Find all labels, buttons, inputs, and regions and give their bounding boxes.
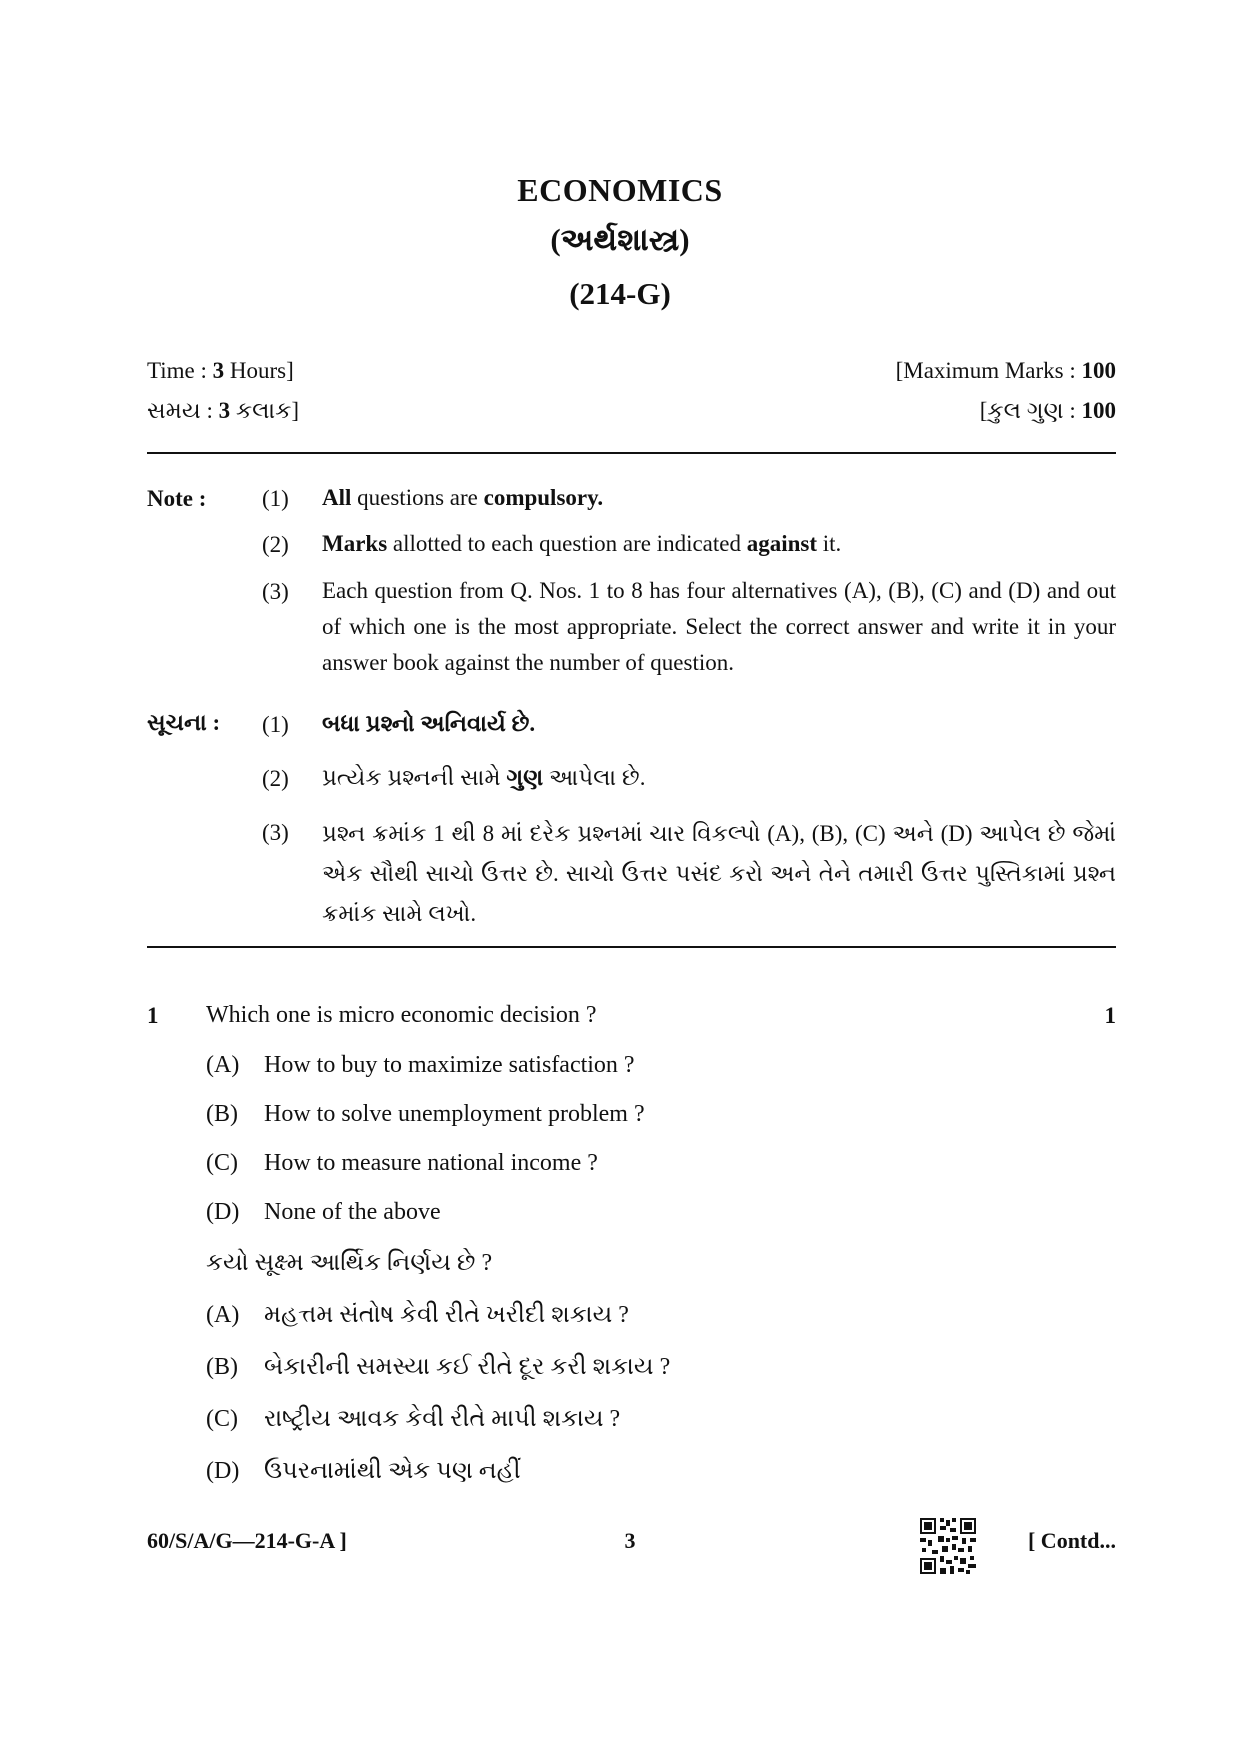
divider-top <box>147 452 1116 454</box>
note-bold: compulsory. <box>483 485 604 510</box>
suchna-item-number: (2) <box>262 766 289 791</box>
paper-code: 60/S/A/G—214-G-A ] <box>147 1528 347 1553</box>
max-marks-label: [Maximum Marks : <box>895 358 1082 383</box>
option-text: None of the above <box>264 1199 441 1225</box>
option-label: (A) <box>206 1052 240 1078</box>
max-marks-value: 100 <box>1081 358 1116 383</box>
continued-marker: [ Contd... <box>1027 1528 1116 1553</box>
suchna-text: પ્રત્યેક પ્રશ્નની સામે <box>322 765 507 790</box>
suchna-item-number: (1) <box>262 712 289 737</box>
question-text-gujarati: કયો સૂક્ષ્મ આર્થિક નિર્ણય છે ? <box>206 1250 493 1276</box>
samay-unit: કલાક] <box>230 398 300 423</box>
suchna-label: સૂચના : <box>147 710 221 735</box>
option-label: (D) <box>206 1199 240 1225</box>
option-label: (C) <box>206 1406 238 1432</box>
samay-label: સમય : <box>147 398 219 423</box>
note-text: it. <box>817 531 842 556</box>
note-item-number: (3) <box>262 579 289 604</box>
option-label: (D) <box>206 1458 240 1484</box>
option-b <box>206 1101 645 1128</box>
option-label: (B) <box>206 1354 238 1380</box>
option-label: (C) <box>206 1150 238 1176</box>
question-marks: 1 <box>1104 1003 1116 1028</box>
kul-value: 100 <box>1081 398 1116 423</box>
note-bold: Marks <box>322 531 388 556</box>
subject-title: ECONOMICS <box>517 172 723 208</box>
note-item-3: Each question from Q. Nos. 1 to 8 has four alternatives (A), (B), (C) and (D) and out of which one is the most appropriate. Select the correct answer and write it in your answer book against the number of question. <box>322 578 1116 675</box>
option-text: How to solve unemployment problem ? <box>264 1101 645 1127</box>
kul-label: [કુલ ગુણ : <box>979 398 1082 423</box>
option-a <box>206 1052 635 1079</box>
total-marks-gujarati <box>980 398 1116 424</box>
option-label: (B) <box>206 1101 238 1127</box>
time-allowed-gujarati <box>147 398 299 424</box>
divider-bottom <box>147 946 1116 948</box>
option-b-gujarati <box>206 1354 670 1381</box>
time-value: 3 <box>212 358 225 383</box>
option-c-gujarati <box>206 1406 620 1433</box>
time-unit: Hours] <box>224 358 294 383</box>
option-d-gujarati <box>206 1458 521 1485</box>
suchna-item-2 <box>322 760 1116 796</box>
suchna-item-3: પ્રશ્ન ક્રમાંક 1 થી 8 માં દરેક પ્રશ્નમાં ચાર વિકલ્પો (A), (B), (C) અને (D) આપેલ છે જેમાં એક સૌથી સાચો ઉત્તર છે. સાચો ઉત્તર પસંદ કરો અને તેને તમારી ઉત્તર પુસ્તિકામાં પ્રશ્ન ક્રમાંક સામે લખો. <box>322 821 1116 926</box>
note-text: allotted to each question are indicated <box>387 531 747 556</box>
suchna-item-1: બધા પ્રશ્નો અનિવાર્ય છે. <box>322 711 536 736</box>
subject-title-gujarati: (અર્થશાસ્ત્ર) <box>550 222 690 257</box>
page-number: 3 <box>624 1528 636 1553</box>
option-d <box>206 1199 441 1226</box>
option-text: મહત્તમ સંતોષ કેવી રીતે ખરીદી શકાય ? <box>264 1302 629 1328</box>
option-text: બેકારીની સમસ્યા કઈ રીતે દૂર કરી શકાય ? <box>264 1354 671 1380</box>
option-text: How to buy to maximize satisfaction ? <box>264 1052 635 1078</box>
note-label: Note : <box>147 486 207 511</box>
subject-code: (214-G) <box>569 276 671 311</box>
note-item-number: (2) <box>262 532 289 557</box>
question-number: 1 <box>147 1003 159 1028</box>
note-bold: against <box>746 531 818 556</box>
question-text: Which one is micro economic decision ? <box>206 1002 597 1028</box>
option-a-gujarati <box>206 1302 629 1329</box>
option-text: ઉપરનામાંથી એક પણ નહીં <box>264 1458 521 1484</box>
suchna-item-number: (3) <box>262 820 289 845</box>
option-c <box>206 1150 598 1177</box>
time-allowed <box>147 358 294 384</box>
note-item-number: (1) <box>262 486 289 511</box>
suchna-text: આપેલા છે. <box>543 765 646 790</box>
maximum-marks <box>896 358 1116 384</box>
samay-value: 3 <box>218 398 231 423</box>
note-text: questions are <box>351 485 484 510</box>
note-item-1 <box>322 480 1116 516</box>
option-text: How to measure national income ? <box>264 1150 598 1176</box>
note-item-2 <box>322 526 1116 562</box>
note-bold: All <box>322 485 352 510</box>
qr-code-icon <box>920 1518 976 1574</box>
suchna-bold: ગુણ <box>506 765 544 790</box>
option-label: (A) <box>206 1302 240 1328</box>
option-text: રાષ્ટ્રીય આવક કેવી રીતે માપી શકાય ? <box>264 1406 621 1432</box>
time-label: Time : <box>147 358 213 383</box>
